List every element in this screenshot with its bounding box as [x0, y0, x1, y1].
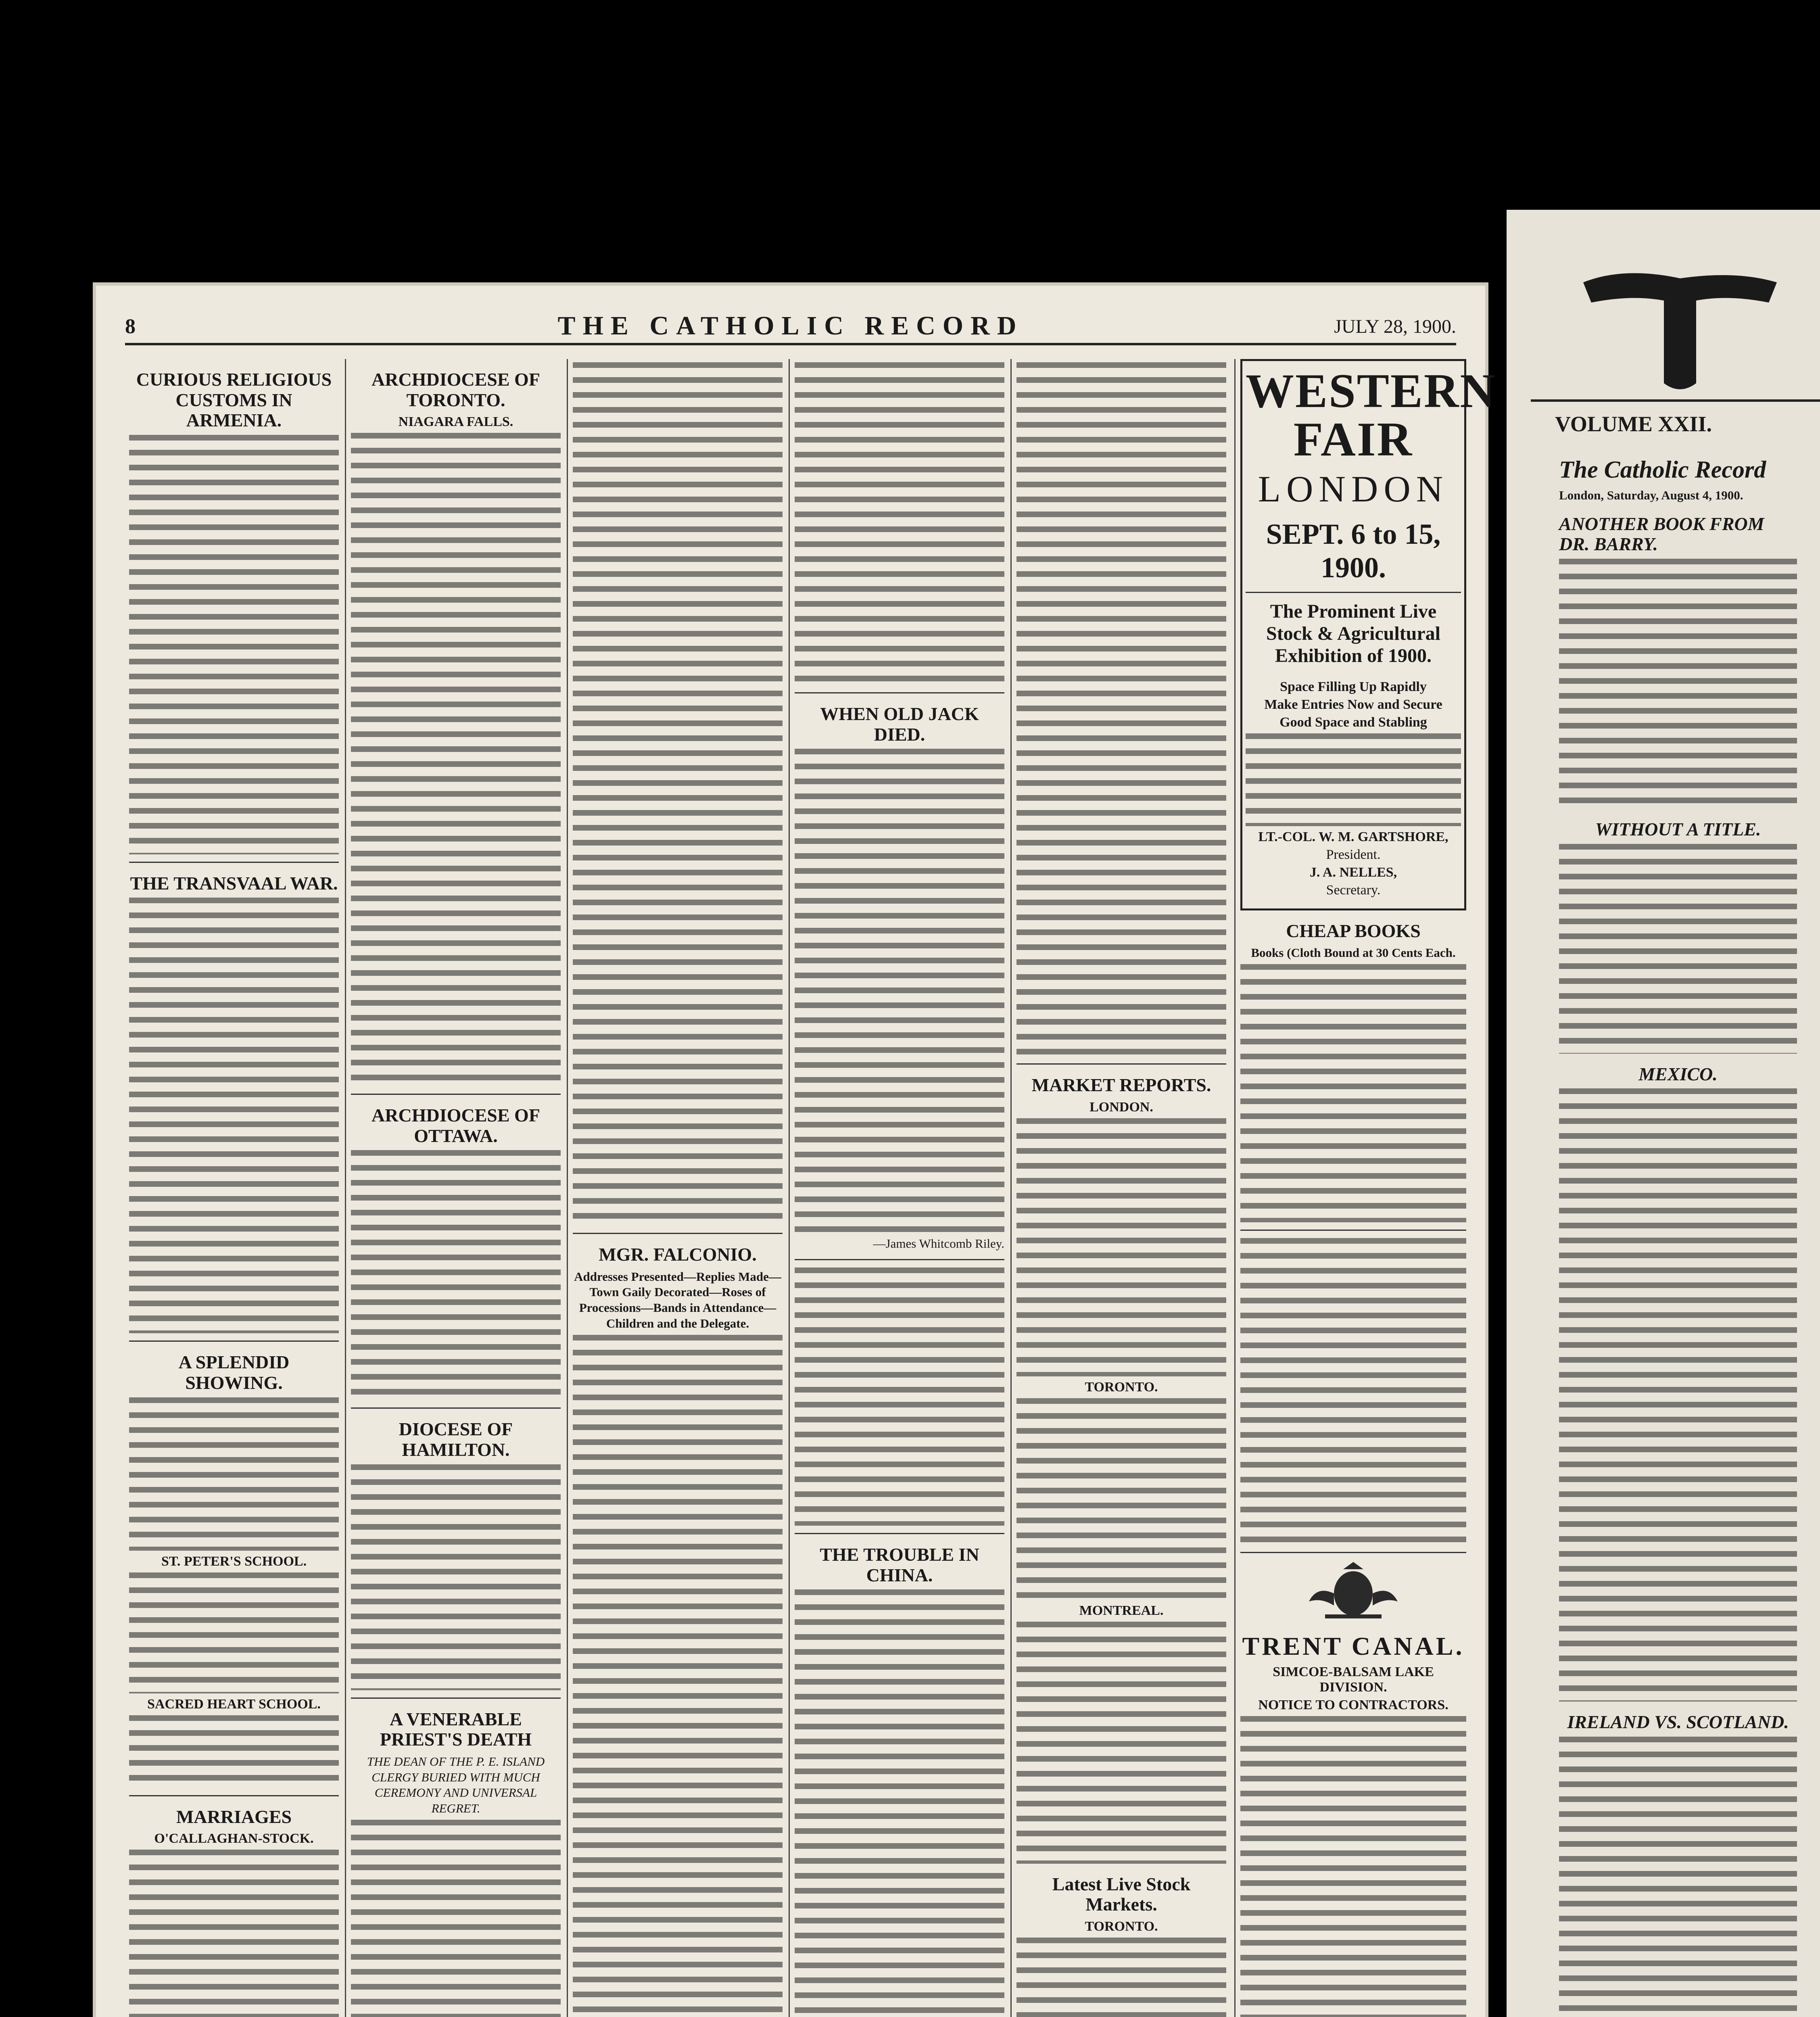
poem-author: —James Whitcomb Riley. [873, 1236, 1004, 1251]
market-body [1016, 1938, 1226, 2017]
article-body [1559, 844, 1797, 1054]
market-body [1016, 1398, 1226, 1600]
fair-title: WESTERN FAIR [1246, 364, 1496, 466]
article-body [1559, 1088, 1797, 1702]
volume-number: VOLUME XXII. [1555, 412, 1712, 436]
tender-notice [1240, 1238, 1466, 1545]
article-subhead: Addresses Presented—Replies Made—Town Gaily Decorated—Roses of Processions—Bands in Attendance—Children and the Delegate. [574, 1269, 781, 1330]
article-title: WITHOUT A TITLE. [1595, 818, 1761, 839]
article-body [129, 1397, 339, 1551]
column-2 [351, 359, 561, 2017]
divider [795, 1533, 1004, 1534]
article-title: ARCHDIOCESE OF TORONTO. [372, 369, 540, 410]
article-body [129, 1572, 339, 1693]
fair-body [1246, 733, 1461, 826]
divider [573, 1233, 783, 1234]
article-body [1559, 1737, 1797, 2017]
article-body [129, 1715, 339, 1788]
article-body [795, 362, 1004, 685]
next-newspaper-page [1507, 210, 1820, 2017]
column-1 [129, 359, 339, 2017]
section-subhead: TORONTO. [1085, 1379, 1158, 1395]
column-6-adverts [1240, 359, 1496, 2017]
royal-crest-icon [1301, 1561, 1406, 1622]
article-body [573, 1335, 783, 2017]
divider [351, 1407, 561, 1409]
column-4 [795, 359, 1004, 2017]
article-body [129, 1850, 339, 2017]
article-body [351, 1150, 561, 1400]
divider [1240, 1230, 1466, 1231]
article-title: ANOTHER BOOK FROM DR. BARRY. [1559, 513, 1764, 555]
page-header [125, 307, 1456, 345]
divider [129, 1795, 339, 1796]
article-subhead: THE DEAN OF THE P. E. ISLAND CLERGY BURIED WITH MUCH CEREMONY AND UNIVERSAL REGRET. [367, 1754, 545, 1815]
fair-president-title: President. [1326, 847, 1381, 862]
column-rule [1010, 359, 1012, 2017]
masthead-letter-t-icon [1575, 266, 1785, 395]
advert-body [1240, 964, 1466, 1222]
section-subhead: LONDON. [1089, 1099, 1153, 1115]
article-body [351, 1464, 561, 1690]
divider [351, 1698, 561, 1699]
column-rule [567, 359, 568, 2017]
poem-title: WHEN OLD JACK DIED. [820, 704, 979, 745]
divider [1240, 1552, 1466, 1553]
paper-title: THE CATHOLIC RECORD [557, 311, 1024, 340]
column-5 [1016, 359, 1226, 2017]
article-title: THE TRANSVAAL WAR. [130, 873, 338, 894]
advert-title: CHEAP BOOKS [1286, 920, 1421, 941]
issue-date: JULY 28, 1900. [1334, 316, 1456, 337]
article-title: THE TROUBLE IN CHINA. [820, 1544, 979, 1585]
article-body [351, 433, 561, 1086]
fair-secretary-name: J. A. NELLES, [1309, 864, 1397, 880]
article-body [129, 898, 339, 1333]
fair-city: LONDON [1258, 468, 1449, 509]
article-title: IRELAND VS. SCOTLAND. [1567, 1712, 1789, 1733]
divider [795, 692, 1004, 693]
next-page-column [1559, 452, 1797, 2017]
article-title: ARCHDIOCESE OF OTTAWA. [372, 1105, 540, 1146]
masthead-rule [1531, 399, 1820, 402]
article-body [573, 362, 783, 1226]
article-title: MGR. FALCONIO. [599, 1244, 757, 1265]
dateline: London, Saturday, August 4, 1900. [1559, 488, 1743, 502]
column-rule [345, 359, 346, 2017]
advert-subtitle: Books (Cloth Bound at 30 Cents Each. [1251, 946, 1456, 960]
page-number: 8 [125, 315, 136, 338]
article-body [351, 1820, 561, 2017]
divider [129, 862, 339, 863]
article-title: DIOCESE OF HAMILTON. [399, 1419, 513, 1460]
article-title: MARRIAGES [176, 1806, 292, 1827]
fair-line: Make Entries Now and Secure [1264, 697, 1442, 712]
article-title: A VENERABLE PRIEST'S DEATH [380, 1708, 532, 1750]
section-subhead: ST. PETER'S SCHOOL. [161, 1553, 307, 1569]
column-rule [789, 359, 790, 2017]
advert-title: TRENT CANAL. [1242, 1631, 1465, 1660]
article-title: MEXICO. [1638, 1063, 1718, 1084]
market-body [1016, 1118, 1226, 1376]
article-title: Latest Live Stock Markets. [1052, 1873, 1191, 1915]
divider [795, 1259, 1004, 1260]
article-body [1016, 362, 1226, 1056]
article-body [1559, 559, 1797, 809]
fair-secretary-title: Secretary. [1326, 882, 1381, 898]
section-subhead: TORONTO. [1085, 1919, 1158, 1934]
fair-tagline: The Prominent Live Stock & Agricultural Exhibition of 1900. [1266, 601, 1440, 667]
divider [129, 1340, 339, 1342]
section-subhead: SACRED HEART SCHOOL. [147, 1696, 321, 1712]
masthead: The Catholic Record [1559, 456, 1766, 483]
divider [1246, 592, 1461, 593]
article-body [129, 435, 339, 854]
western-fair-ad [1240, 359, 1496, 910]
section-subhead: NIAGARA FALLS. [398, 414, 513, 430]
article-body [795, 1267, 1004, 1526]
column-3 [573, 359, 783, 2017]
column-rule [1234, 359, 1236, 2017]
tender-notice [1240, 1716, 1466, 2017]
article-title: CURIOUS RELIGIOUS CUSTOMS IN ARMENIA. [136, 369, 332, 431]
article-body [795, 1589, 1004, 2017]
fair-president-name: LT.-COL. W. M. GARTSHORE, [1258, 829, 1448, 844]
article-title: A SPLENDID SHOWING. [178, 1352, 290, 1393]
fair-dates: SEPT. 6 to 15, 1900. [1266, 518, 1441, 584]
market-body [1016, 1622, 1226, 1864]
divider [351, 1094, 561, 1095]
fair-line: Good Space and Stabling [1279, 714, 1427, 730]
advert-subtitle: SIMCOE-BALSAM LAKE DIVISION. [1273, 1664, 1434, 1695]
advert-subtitle: NOTICE TO CONTRACTORS. [1258, 1698, 1448, 1713]
divider [1016, 1063, 1226, 1065]
article-title: MARKET REPORTS. [1031, 1075, 1211, 1095]
newspaper-page [93, 282, 1496, 2017]
fair-line: Space Filling Up Rapidly [1280, 679, 1427, 694]
section-subhead: O'CALLAGHAN-STOCK. [154, 1831, 314, 1846]
section-subhead: MONTREAL. [1079, 1603, 1164, 1618]
poem-body [795, 749, 1004, 1233]
